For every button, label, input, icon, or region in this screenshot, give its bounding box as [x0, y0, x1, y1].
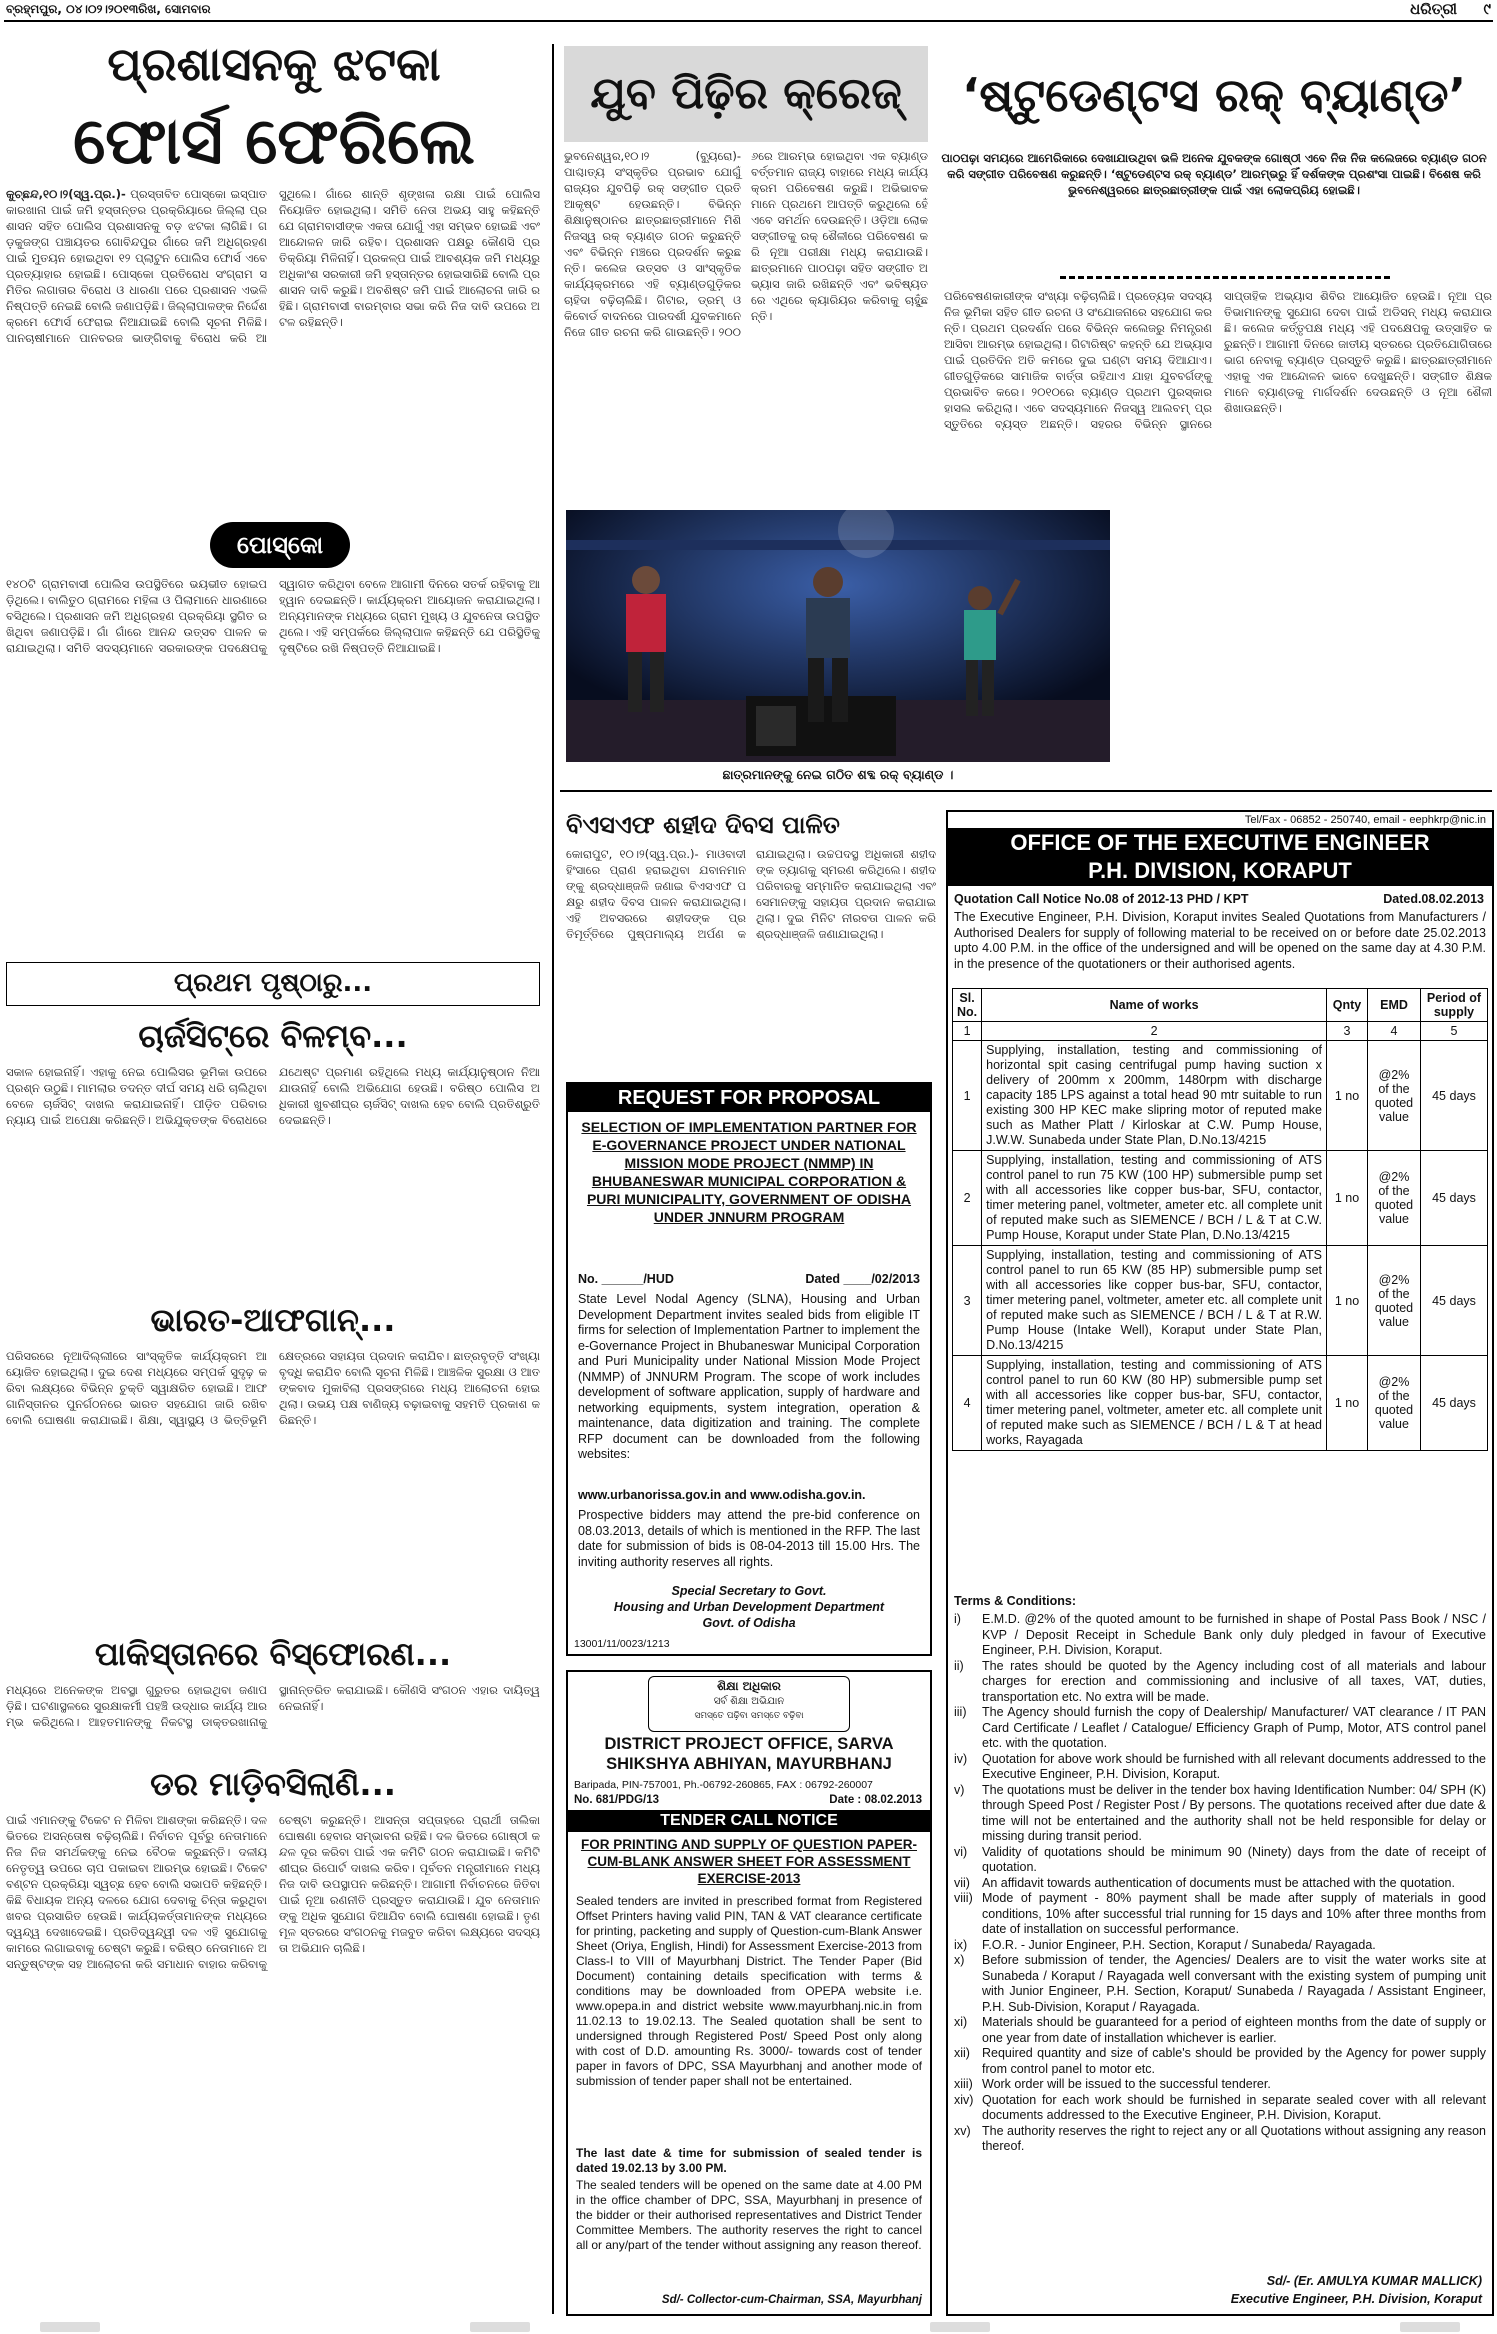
- row-qty: 1 no: [1327, 1246, 1368, 1356]
- rfp-prebid: Prospective bidders may attend the pre-bid conference on 08.03.2013, details of which is mentioned in the RFP. The last date for submission of bids is 08-04-2013 till 15.00 Hrs. The inviting authority reserves all rights.: [578, 1508, 920, 1569]
- ee-term: [954, 1752, 1486, 1783]
- force-headline: ଫୋର୍ସ ଫେରିଲେ: [73, 105, 475, 179]
- ee-term-text: Validity of quotations should be minimum 90 (Ninety) days from the date of receipt of quotation.: [982, 1844, 1486, 1874]
- ssa-logo: [648, 1676, 850, 1732]
- ee-term-num: xv): [954, 2123, 971, 2138]
- ee-colnum: 1: [953, 1022, 982, 1041]
- row-work: Supplying, installation, testing and commissioning of ATS control panel to run 75 KW (100 HP) submersible pump set with all accessories like copper bus-bar, SFU, contactor, timer metering panel, voltmeter, ameter etc. all complete unit of reputed make such as SIEMENCE / BCH / L & T at C.W. Pump House, Koraput under State Plan, D.No.13/4215: [982, 1151, 1327, 1246]
- row-emd: @2% of the quoted value: [1368, 1356, 1421, 1451]
- table-row: [953, 1356, 1488, 1451]
- row-work: Supplying, installation, testing and commissioning of ATS control panel to run 60 KW (80 HP) submersible pump set with all accessories like copper bus-bar, SFU, contactor, timer metering panel, voltmeter, ameter etc. all complete unit of reputed make such as SIEMENCE / BCH / L & T at head works, Rayagada: [982, 1356, 1327, 1451]
- force-dateline: କୁଚ୍ଛନ୍ଦ,୧୦।୨(ସ୍ୱ.ପ୍ର.)-: [6, 187, 126, 201]
- ee-colnum: 2: [982, 1022, 1327, 1041]
- ee-term-text: The rates should be quoted by the Agency including cost of all materials and labour charges for erection and commissioning and inclusive of all taxes, VAT, duties, transportation etc. No extra will be made.: [982, 1658, 1486, 1704]
- ee-term-text: F.O.R. - Junior Engineer, P.H. Section, Koraput / Sunabeda/ Rayagada.: [982, 1937, 1376, 1952]
- row-sl: 3: [953, 1246, 982, 1356]
- ee-term-text: Required quantity and size of cable's should be provided by the Agency for power supply from control panel to motor etc.: [982, 2046, 1486, 2076]
- fp1-head: ଚାର୍ଜସିଟ୍‌ରେ ବିଳମ୍ବ...: [138, 1017, 408, 1055]
- posco-badge-label: ପୋସ୍କୋ: [236, 531, 324, 559]
- ee-colnum: 5: [1421, 1022, 1488, 1041]
- rfp-ref-date: Dated ____/02/2013: [805, 1272, 920, 1286]
- ee-term-num: ii): [954, 1658, 964, 1673]
- ee-sign-2: Executive Engineer, P.H. Division, Koraput: [1230, 2292, 1482, 2306]
- force-kicker: ପ୍ରଶାସନକୁ ଝଟକା: [107, 37, 441, 91]
- ee-term-text: Quotation for above work should be furnished with all relevant documents addressed to the Executive Engineer, P.H. Division, Koraput.: [982, 1751, 1486, 1781]
- ee-th-sl: Sl. No.: [953, 989, 982, 1022]
- scroll-tab-far-right[interactable]: [1400, 2322, 1460, 2332]
- row-emd: @2% of the quoted value: [1368, 1246, 1421, 1356]
- ee-terms-list: [954, 1612, 1486, 2155]
- rfp-ad: [566, 1082, 932, 1656]
- ee-term-text: E.M.D. @2% of the quoted amount to be furnished in shape of Postal Pass Book / NSC / KVP / Deposit Receipt in Schedule Bank only duly pledged in favour of Executive Engineer, P.H. Division, Koraput.: [982, 1612, 1486, 1657]
- ee-term-text: The quotations must be deliver in the tender box having Identification Number: 04/ SPH (K) through Speed Post / Register Post / By persons. The quotations received after due date & time will not be entertained and the authority shall not be held responsible for delay or missing during transit period.: [982, 1782, 1486, 1843]
- ee-term: [954, 2046, 1486, 2077]
- ee-term-text: Work order will be issued to the successful tenderer.: [982, 2077, 1271, 2091]
- ee-term: [954, 1783, 1486, 1845]
- ee-term-num: xii): [954, 2046, 970, 2060]
- row-period: 45 days: [1421, 1356, 1488, 1451]
- rfp-banner: REQUEST FOR PROPOSAL: [568, 1084, 930, 1112]
- ee-sign-1: Sd/- (Er. AMULYA KUMAR MALLICK): [1266, 2274, 1482, 2288]
- ee-term-text: The Agency should furnish the copy of Dealership/ Manufacturer/ VAT clearance / IT PAN Card Certificate / Leaflet / Catalogue/ Efficiency Graph of Pump, Motor, ATS control panel etc. with the quotation.: [982, 1705, 1486, 1750]
- scroll-tab-left[interactable]: [40, 2322, 100, 2332]
- row-emd: @2% of the quoted value: [1368, 1151, 1421, 1246]
- row-qty: 1 no: [1327, 1356, 1368, 1451]
- fp2-head: ଭାରତ-ଆଫଗାନ୍...: [150, 1301, 396, 1339]
- masthead: [0, 0, 1497, 20]
- ssa-title: DISTRICT PROJECT OFFICE, SARVA SHIKSHYA ABHIYAN, MAYURBHANJ: [604, 1735, 894, 1773]
- band-dashed-rule: [1060, 276, 1390, 279]
- ee-term: [954, 2015, 1486, 2046]
- ee-term: [954, 1876, 1486, 1892]
- ee-term-num: iv): [954, 1751, 968, 1766]
- bsf-body: କୋରାପୁଟ, ୧୦।୨(ସ୍ୱ.ପ୍ର.)- ମାଓବାଦୀ ହିଂସାରେ ପ୍ରାଣ ହରାଇଥିବା ଯବାନମାନଙ୍କୁ ଶ୍ରଦ୍ଧାଞ୍ଜଳି ଜଣାଇ ବିଏସଏଫ ପକ୍ଷରୁ ଶହୀଦ ଦିବସ ପାଳନ କରାଯାଇଥିଲା। ଏହି ଅବସରରେ ଶହୀଦଙ୍କ ପ୍ରତିମୂର୍ତ୍ତିରେ ପୁଷ୍ପମାଲ୍ୟ ଅର୍ପଣ କରାଯାଇଥିଲା। ଉଚ୍ଚପଦସ୍ଥ ଅଧିକାରୀ ଶହୀଦଙ୍କ ତ୍ୟାଗକୁ ସ୍ମରଣ କରିଥିଲେ। ଶହୀଦ ପରିବାରକୁ ସମ୍ମାନିତ କରାଯାଇଥିଲା ଏବଂ ସେମାନଙ୍କୁ ସହାୟତା ପ୍ରଦାନ କରାଯାଇଥିଲା। ଦୁଇ ମିନିଟ ନୀରବତା ପାଳନ କରି ଶ୍ରଦ୍ଧାଞ୍ଜଳି ଜଣାଯାଇଥିଲା।: [566, 847, 936, 941]
- ssa-banner: TENDER CALL NOTICE: [568, 1810, 930, 1832]
- ee-table-colnums: [953, 1022, 1488, 1041]
- ee-term: [954, 1953, 1486, 2015]
- ee-term-text: Quotation for each work should be furnished in separate sealed cover with all relevant documents addressed to the Executive Engineer, P.H. Division, Koraput.: [982, 2092, 1486, 2122]
- row-emd: @2% of the quoted value: [1368, 1041, 1421, 1151]
- force-text: ପ୍ରସ୍ତାବିତ ପୋସ୍କୋ ଇସ୍ପାତ କାରଖାନା ପାଇଁ ଜମି ହସ୍ତାନ୍ତର ପ୍ରକ୍ରିୟାରେ ଜିଲ୍ଲା ପ୍ରଶାସନ ସହିତ ପୋଲିସ ପ୍ରଶାସନକୁ ବଡ଼ ଝଟକା ଲାଗିଛି। ଗଡ଼କୁଜଙ୍ଗ ପଞ୍ଚାୟତର ଗୋବିନ୍ଦପୁର ଗାଁରେ ଜମି ଅଧିଗ୍ରହଣ ପାଇଁ ମୁତୟନ ହୋଇଥିବା ୧୨ ପ୍ଲାଟୁନ ପୋଲିସ ଫୋର୍ସ ଏବେ ପ୍ରତ୍ୟାହାର ହୋଇଛି। ପୋସ୍କୋ ପ୍ରତିରୋଧ ସଂଗ୍ରାମ ସମିତିର ଲଗାତାର ବିରୋଧ ଓ ଧାରଣା ପରେ ପ୍ରଶାସନ ଏଭଳି ନିଷ୍ପତ୍ତି ନେଇଛି ବୋଲି ଜଣାପଡ଼ିଛି। ଜିଲ୍ଲାପାଳଙ୍କ ନିର୍ଦ୍ଦେଶ କ୍ରମେ ଫୋର୍ସ ଫେରାଇ ନିଆଯାଇଛି ବୋଲି ସୂଚନା ମିଳିଛି। ପାନଚାଷୀମାନେ ପାନବରଜ ଭାଙ୍ଗିବାକୁ ବିରୋଧ କରି ଆସୁଥିଲେ। ଗାଁରେ ଶାନ୍ତି ଶୃଙ୍ଖଳା ରକ୍ଷା ପାଇଁ ପୋଲିସ ନିୟୋଜିତ ହୋଇଥିଲା। ସମିତି ନେତା ଅଭୟ ସାହୁ କହିଛନ୍ତି ଯେ ଗ୍ରାମବାସୀଙ୍କ ଏକତା ଯୋଗୁଁ ଏହା ସମ୍ଭବ ହୋଇଛି ଏବଂ ଆନ୍ଦୋଳନ ଜାରି ରହିବ। ପ୍ରଶାସନ ପକ୍ଷରୁ କୌଣସି ପ୍ରତିକ୍ରିୟା ମିଳିନାହିଁ। ପ୍ରକଳ୍ପ ପାଇଁ ଆବଶ୍ୟକ ଜମି ମଧ୍ୟରୁ ଅଧିକାଂଶ ସରକାରୀ ଜମି ହସ୍ତାନ୍ତର ହୋଇସାରିଛି ବୋଲି ପ୍ରଶାସନ ଦାବି କରୁଛି। ଅବଶିଷ୍ଟ ଜମି ପାଇଁ ଆଲୋଚନା ଜାରି ରହିଛି। ଗ୍ରାମବାସୀ ବାରମ୍ବାର ସଭା କରି ନିଜ ଦାବି ଉପରେ ଅଟଳ ରହିଛନ୍ତି।: [6, 187, 540, 345]
- ssa-address: Baripada, PIN-757001, Ph.-06792-260865, FAX : 06792-260007: [574, 1779, 873, 1791]
- ssa-logo-tag: ସମସ୍ତେ ପଢ଼ିବା ସମସ୍ତେ ବଢ଼ିବା: [694, 1711, 804, 1721]
- ee-term-num: viii): [954, 1891, 973, 1905]
- rfp-sign-3: Govt. of Odisha: [702, 1616, 796, 1630]
- row-work: Supplying, installation, testing and commissioning of ATS control panel to run 65 KW (85 HP) submersible pump set with all accessories like copper bus-bar, SFU, contactor, timer metering panel, voltmeter, ameter etc. all complete unit of reputed make such as SIEMENCE / BCH / L & T at R.W. Pump House (Intake Well), Koraput under State Plan, D.No.13/4215: [982, 1246, 1327, 1356]
- ee-term-num: vii): [954, 1875, 970, 1890]
- fp4-body: ପାଇଁ ଏମାନଙ୍କୁ ଟିକେଟ ନ ମିଳିବା ଆଶଙ୍କା କରିଛନ୍ତି। ଦଳ ଭିତରେ ଅସନ୍ତୋଷ ବଢ଼ିଚାଲିଛି। ନିର୍ବାଚନ ପୂର୍ବରୁ ନେତାମାନେ ନିଜ ନିଜ ସମର୍ଥକଙ୍କୁ ନେଇ ବୈଠକ କରୁଛନ୍ତି। ଦଳୀୟ ନେତୃତ୍ୱ ଉପରେ ଚାପ ପକାଇବା ଆରମ୍ଭ ହୋଇଛି। ଟିକେଟ ବଣ୍ଟନ ପ୍ରକ୍ରିୟା ସ୍ୱଚ୍ଛ ହେବ ବୋଲି ସଭାପତି କହିଛନ୍ତି। କିଛି ବିଧାୟକ ଅନ୍ୟ ଦଳରେ ଯୋଗ ଦେବାକୁ ଚିନ୍ତା କରୁଥିବା ଖବର ପ୍ରସାରିତ ହେଉଛି। କାର୍ଯ୍ୟକର୍ତ୍ତାମାନଙ୍କ ମଧ୍ୟରେ ଦ୍ୱନ୍ଦ୍ୱ ଦେଖାଦେଇଛି। ପ୍ରତିଦ୍ୱନ୍ଦ୍ୱୀ ଦଳ ଏହି ସୁଯୋଗକୁ କାମରେ ଲଗାଇବାକୁ ଚେଷ୍ଟା କରୁଛି। ବରିଷ୍ଠ ନେତାମାନେ ଅସନ୍ତୁଷ୍ଟଙ୍କ ସହ ଆଲୋଚନା କରି ସମାଧାନ ବାହାର କରିବାକୁ ଚେଷ୍ଟା କରୁଛନ୍ତି। ଆସନ୍ତା ସପ୍ତାହରେ ପ୍ରାର୍ଥୀ ତାଲିକା ଘୋଷଣା ହେବାର ସମ୍ଭାବନା ରହିଛି। ଦଳ ଭିତରେ ଗୋଷ୍ଠୀ କନ୍ଦଳ ଦୂର କରିବା ପାଇଁ ଏକ କମିଟି ଗଠନ କରାଯାଇଛି। କମିଟି ଶୀଘ୍ର ରିପୋର୍ଟ ଦାଖଲ କରିବ। ପୂର୍ବତନ ମନ୍ତ୍ରୀମାନେ ମଧ୍ୟ ନିଜ ଦାବି ଉପସ୍ଥାପନ କରିଛନ୍ତି। ଆଗାମୀ ନିର୍ବାଚନରେ ଜିତିବା ପାଇଁ ନୂଆ ରଣନୀତି ପ୍ରସ୍ତୁତ କରାଯାଉଛି। ଯୁବ ନେତାମାନଙ୍କୁ ଅଧିକ ସୁଯୋଗ ଦିଆଯିବ ବୋଲି ଘୋଷଣା ହୋଇଛି। ତୃଣମୂଳ ସ୍ତରରେ ସଂଗଠନକୁ ମଜବୁତ କରିବା ଲକ୍ଷ୍ୟରେ ସଦସ୍ୟତା ଅଭିଯାନ ଚାଲିଛି।: [6, 1813, 540, 1971]
- bsf-headline: ବିଏସଏଫ ଶହୀଦ ଦିବସ ପାଳିତ: [566, 811, 840, 839]
- table-row: [953, 1151, 1488, 1246]
- youth-headline-box: [564, 46, 928, 142]
- masthead-rule: [4, 20, 1493, 22]
- scroll-tab-center[interactable]: [470, 2322, 530, 2332]
- youth-headline: ଯୁବ ପିଢ଼ିର କ୍ରେଜ୍: [590, 68, 902, 119]
- posco-badge: [210, 522, 350, 568]
- ee-term-num: xi): [954, 2015, 968, 2029]
- row-sl: 1: [953, 1041, 982, 1151]
- ee-term-num: v): [954, 1782, 965, 1797]
- from-page-one-label: [6, 962, 540, 1006]
- ee-term: [954, 2124, 1486, 2155]
- ee-term-num: xiii): [954, 2077, 973, 2091]
- from-page-one-text: ପ୍ରଥମ ପୃଷ୍ଠାରୁ...: [173, 968, 373, 998]
- band-body: ପରିବେଷଣକାରୀଙ୍କ ସଂଖ୍ୟା ବଢ଼ିଚାଲିଛି। ପ୍ରତ୍ୟେକ ସଦସ୍ୟ ନିଜ ଭୂମିକା ସହିତ ଗୀତ ରଚନା ଓ ସଂଯୋଜନାରେ ସହଯୋଗ କରନ୍ତି। ପ୍ରଥମ ପ୍ରଦର୍ଶନ ପରେ ବିଭିନ୍ନ କଲେଜରୁ ନିମନ୍ତ୍ରଣ ଆସିବା ଆରମ୍ଭ ହୋଇଥିଲା। ଗିଟାରିଷ୍ଟ କହନ୍ତି ଯେ ଅଭ୍ୟାସ ପାଇଁ ପ୍ରତିଦିନ ଅତି କମରେ ଦୁଇ ଘଣ୍ଟା ସମୟ ଦିଆଯାଏ। ଗୀତଗୁଡ଼ିକରେ ସାମାଜିକ ବାର୍ତ୍ତା ରହିଥାଏ ଯାହା ଯୁବବର୍ଗଙ୍କୁ ପ୍ରଭାବିତ କରେ। ୨୦୧୦ରେ ବ୍ୟାଣ୍ଡ ପ୍ରଥମ ପୁରସ୍କାର ହାସଲ କରିଥିଲା। ଏବେ ସଦସ୍ୟମାନେ ନିଜସ୍ୱ ଆଲବମ୍ ପ୍ରସ୍ତୁତିରେ ବ୍ୟସ୍ତ ଅଛନ୍ତି। ସହରର ବିଭିନ୍ନ ସ୍ଥାନରେ ସାପ୍ତାହିକ ଅଭ୍ୟାସ ଶିବିର ଆୟୋଜିତ ହେଉଛି। ନୂଆ ପ୍ରତିଭାମାନଙ୍କୁ ସୁଯୋଗ ଦେବା ପାଇଁ ଅଡିସନ୍ ମଧ୍ୟ କରାଯାଉଛି। କଲେଜ କର୍ତ୍ତୃପକ୍ଷ ମଧ୍ୟ ଏହି ପଦକ୍ଷେପକୁ ଉତ୍ସାହିତ କରୁଛନ୍ତି। ଆଗାମୀ ଦିନରେ ଜାତୀୟ ସ୍ତରରେ ପ୍ରତିଯୋଗିତାରେ ଭାଗ ନେବାକୁ ବ୍ୟାଣ୍ଡ ପ୍ରସ୍ତୁତି କରୁଛି। ଛାତ୍ରଛାତ୍ରୀମାନେ ଏହାକୁ ଏକ ଆନ୍ଦୋଳନ ଭାବେ ଦେଖୁଛନ୍ତି। ସଙ୍ଗୀତ ଶିକ୍ଷକମାନେ ବ୍ୟାଣ୍ଡକୁ ମାର୍ଗଦର୍ଶନ ଦେଉଛନ୍ତି ଓ ନୂଆ ଶୈଳୀ ଶିଖାଉଛନ୍ତି।: [944, 289, 1492, 431]
- dateline: ବ୍ରହ୍ମପୁର, ୦୪।୦୨।୨୦୧୩ରିଖ, ସୋମବାର: [6, 2, 211, 16]
- ee-term: [954, 1705, 1486, 1752]
- ee-term: [954, 1612, 1486, 1659]
- ee-title-2: P.H. DIVISION, KORAPUT: [1088, 858, 1352, 883]
- fp2-body: ପରିସରରେ ନୂଆଦିଲ୍ଲୀରେ ସାଂସ୍କୃତିକ କାର୍ଯ୍ୟକ୍ରମ ଆୟୋଜିତ ହୋଇଥିଲା। ଦୁଇ ଦେଶ ମଧ୍ୟରେ ସମ୍ପର୍କ ସୁଦୃଢ଼ କରିବା ଲକ୍ଷ୍ୟରେ ବିଭିନ୍ନ ଚୁକ୍ତି ସ୍ୱାକ୍ଷରିତ ହୋଇଛି। ଆଫଗାନିସ୍ତାନର ପୁନର୍ଗଠନରେ ଭାରତ ସହଯୋଗ ଜାରି ରଖିବ ବୋଲି ଘୋଷଣା କରାଯାଇଛି। ଶିକ୍ଷା, ସ୍ୱାସ୍ଥ୍ୟ ଓ ଭିତ୍ତିଭୂମି କ୍ଷେତ୍ରରେ ସହାୟତା ପ୍ରଦାନ କରାଯିବ। ଛାତ୍ରବୃତ୍ତି ସଂଖ୍ୟା ବୃଦ୍ଧି କରାଯିବ ବୋଲି ସୂଚନା ମିଳିଛି। ଆଞ୍ଚଳିକ ସୁରକ୍ଷା ଓ ଆତଙ୍କବାଦ ମୁକାବିଲା ପ୍ରସଙ୍ଗରେ ମଧ୍ୟ ଆଲୋଚନା ହୋଇଥିଲା। ଉଭୟ ପକ୍ଷ ବାଣିଜ୍ୟ ବଢ଼ାଇବାକୁ ସହମତି ପ୍ରକାଶ କରିଛନ୍ତି।: [6, 1349, 540, 1427]
- ee-term-num: xiv): [954, 2092, 974, 2107]
- rfp-sign-2: Housing and Urban Development Department: [613, 1600, 885, 1614]
- row-qty: 1 no: [1327, 1151, 1368, 1246]
- mid-divider: [560, 790, 1492, 792]
- youth-body: ଭୁବନେଶ୍ୱର,୧୦।୨ (ବ୍ୟୁରୋ)- ପାଶ୍ଚାତ୍ୟ ସଂସ୍କୃତିର ପ୍ରଭାବ ଯୋଗୁଁ ରାଜ୍ୟର ଯୁବପିଢ଼ି ରକ୍ ସଙ୍ଗୀତ ପ୍ରତି ଆକୃଷ୍ଟ ହେଉଛନ୍ତି। ବିଭିନ୍ନ ଶିକ୍ଷାନୁଷ୍ଠାନର ଛାତ୍ରଛାତ୍ରୀମାନେ ମିଶି ନିଜସ୍ୱ ରକ୍ ବ୍ୟାଣ୍ଡ ଗଠନ କରୁଛନ୍ତି ଏବଂ ବିଭିନ୍ନ ମଞ୍ଚରେ ପ୍ରଦର୍ଶନ କରୁଛନ୍ତି। କଲେଜ ଉତ୍ସବ ଓ ସାଂସ୍କୃତିକ କାର୍ଯ୍ୟକ୍ରମରେ ଏହି ବ୍ୟାଣ୍ଡଗୁଡ଼ିକର ଚାହିଦା ବଢ଼ିଚାଲିଛି। ଗିଟାର, ଡ୍ରମ୍ ଓ କିବୋର୍ଡ ବାଦନରେ ପାରଦର୍ଶୀ ଯୁବକମାନେ ନିଜେ ଗୀତ ରଚନା କରି ଗାଉଛନ୍ତି। ୨୦୦୬ରେ ଆରମ୍ଭ ହୋଇଥିବା ଏକ ବ୍ୟାଣ୍ଡ ବର୍ତ୍ତମାନ ରାଜ୍ୟ ବାହାରେ ମଧ୍ୟ କାର୍ଯ୍ୟକ୍ରମ ପରିବେଷଣ କରୁଛି। ଅଭିଭାବକମାନେ ପ୍ରଥମେ ଆପତ୍ତି କରୁଥିଲେ ହେଁ ଏବେ ସମର୍ଥନ ଦେଉଛନ୍ତି। ଓଡ଼ିଆ ଲୋକସଙ୍ଗୀତକୁ ରକ୍ ଶୈଳୀରେ ପରିବେଷଣ କରି ନୂଆ ପରୀକ୍ଷା ମଧ୍ୟ କରାଯାଉଛି। ଛାତ୍ରମାନେ ପାଠପଢ଼ା ସହିତ ସଙ୍ଗୀତ ଅଭ୍ୟାସ ଜାରି ରଖିଛନ୍ତି ଏବଂ ଭବିଷ୍ୟତରେ ଏଥିରେ କ୍ୟାରିୟର କରିବାକୁ ଚାହୁଁଛନ୍ତି।: [564, 149, 928, 339]
- ee-term-num: x): [954, 1953, 965, 1967]
- force-body: [6, 186, 540, 548]
- ee-term-text: The authority reserves the right to reject any or all Quotations without assigning any reason thereof.: [982, 2123, 1486, 2153]
- ee-term-text: Materials should be guaranteed for a period of eighteen months from the date of supply or one year from date of installation whichever is earlier.: [982, 2015, 1486, 2045]
- brand: ଧରିତ୍ରୀ: [1410, 0, 1457, 18]
- table-row: [953, 1041, 1488, 1151]
- ee-notice-no: Quotation Call Notice No.08 of 2012-13 PHD / KPT: [954, 892, 1249, 906]
- ee-term-num: vi): [954, 1844, 968, 1859]
- ee-ad: [946, 810, 1494, 2316]
- band-headline: ‘ଷ୍ଟୁଡେଣ୍ଟସ ରକ୍ ବ୍ୟାଣ୍ଡ’: [961, 68, 1467, 122]
- fp1-body: ସକାଳ ହୋଇନାହିଁ। ଏହାକୁ ନେଇ ପୋଲିସର ଭୂମିକା ଉପରେ ପ୍ରଶ୍ନ ଉଠୁଛି। ମାମଲାର ତଦନ୍ତ ଦୀର୍ଘ ସମୟ ଧରି ଚାଲିଥିବା ବେଳେ ଚାର୍ଜସିଟ୍ ଦାଖଲ କରାଯାଇନାହିଁ। ପୀଡ଼ିତ ପରିବାର ନ୍ୟାୟ ପାଇଁ ଅପେକ୍ଷା କରିଛନ୍ତି। ଅଭିଯୁକ୍ତଙ୍କ ବିରୋଧରେ ଯଥେଷ୍ଟ ପ୍ରମାଣ ରହିଥିଲେ ମଧ୍ୟ କାର୍ଯ୍ୟାନୁଷ୍ଠାନ ନିଆଯାଉନାହିଁ ବୋଲି ଅଭିଯୋଗ ହେଉଛି। ବରିଷ୍ଠ ପୋଲିସ ଅଧିକାରୀ ଖୁବଶୀଘ୍ର ଚାର୍ଜସିଟ୍ ଦାଖଲ ହେବ ବୋଲି ପ୍ରତିଶ୍ରୁତି ଦେଇଛନ୍ତି।: [6, 1065, 540, 1127]
- ee-colnum: 4: [1368, 1022, 1421, 1041]
- ee-contact: Tel/Fax - 06852 - 250740, email - eephkrp@nic.in: [1244, 814, 1486, 826]
- row-sl: 4: [953, 1356, 982, 1451]
- ee-colnum: 3: [1327, 1022, 1368, 1041]
- ee-term-num: ix): [954, 1937, 968, 1952]
- band-photo-illustration: [566, 510, 1110, 762]
- ee-term-num: iii): [954, 1705, 967, 1719]
- ee-notice-date: Dated.08.02.2013: [1383, 892, 1484, 906]
- table-row: [953, 1246, 1488, 1356]
- ee-term: [954, 1938, 1486, 1954]
- ssa-body: Sealed tenders are invited in prescribed format from Registered Offset Printers having valid PIN, TAN & VAT clearance certificate for printing, packeting and supply of Question-cum-Blank Answer Sheet (Oriya, English, Hindi) for Assessment Exercise-2013 from Class-I to VIII of Mayurbhanj District. The Tender Paper (Bid Document) containing details specification with terms & conditions may be downloaded from OPEPA website i.e. www.opepa.in and district website www.mayurbhanj.nic.in from 11.02.13 to 19.02.13. The Sealed quotation shall be sent to undersigned through Registered Post/ Speed Post only along with cost of D.D. amounting Rs. 3000/- towards cost of tender paper in favors of DPC, SSA Mayurbhanj and another mode of submission of tender paper shall not be entertained.: [576, 1894, 922, 2088]
- rfp-code: 13001/11/0023/1213: [574, 1638, 670, 1650]
- ee-title-1: OFFICE OF THE EXECUTIVE ENGINEER: [1010, 830, 1430, 855]
- scroll-tab-right[interactable]: [930, 2322, 990, 2332]
- force-body-2: ୧୪୦ଟି ଗ୍ରାମବାସୀ ପୋଲିସ ଉପସ୍ଥିତିରେ ଭୟଭୀତ ହୋଇପଡ଼ିଥିଲେ। ବାଲିତୁଠ ଗ୍ରାମରେ ମହିଳା ଓ ପିଲାମାନେ ଧାରଣାରେ ବସିଥିଲେ। ପ୍ରଶାସନ ଜମି ଅଧିଗ୍ରହଣ ପ୍ରକ୍ରିୟା ସ୍ଥଗିତ ରଖିଥିବା ଜଣାପଡ଼ିଛି। ଗାଁ ଗାଁରେ ଆନନ୍ଦ ଉତ୍ସବ ପାଳନ କରାଯାଇଥିଲା। ସମିତି ସଦସ୍ୟମାନେ ସରକାରଙ୍କ ପଦକ୍ଷେପକୁ ସ୍ୱାଗତ କରିଥିବା ବେଳେ ଆଗାମୀ ଦିନରେ ସତର୍କ ରହିବାକୁ ଆହ୍ୱାନ ଦେଇଛନ୍ତି। କାର୍ଯ୍ୟକ୍ରମ ଆୟୋଜନ କରାଯାଇଥିଲା। ଅନ୍ୟମାନଙ୍କ ମଧ୍ୟରେ ଗ୍ରାମ ମୁଖ୍ୟ ଓ ଯୁବନେତା ଉପସ୍ଥିତ ଥିଲେ। ଏହି ସମ୍ପର୍କରେ ଜିଲ୍ଲାପାଳ କହିଛନ୍ତି ଯେ ପରିସ୍ଥିତିକୁ ଦୃଷ୍ଟିରେ ରଖି ନିଷ୍ପତ୍ତି ନିଆଯାଇଛି।: [6, 577, 540, 655]
- ssa-sign: Sd/- Collector-cum-Chairman, SSA, Mayurbhanj: [661, 2294, 922, 2306]
- page-number: ୯: [1483, 0, 1491, 18]
- ssa-logo-sub: ସର୍ବ ଶିକ୍ଷା ଅଭିଯାନ: [713, 1696, 785, 1707]
- ssa-ad: [566, 1670, 932, 2316]
- row-period: 45 days: [1421, 1246, 1488, 1356]
- ssa-subject: FOR PRINTING AND SUPPLY OF QUESTION PAPER-CUM-BLANK ANSWER SHEET FOR ASSESSMENT EXERCISE-2013: [580, 1837, 918, 1886]
- ee-term: [954, 1891, 1486, 1938]
- ee-th-qty: Qnty: [1327, 989, 1368, 1022]
- ee-title-block: [948, 828, 1492, 886]
- ssa-logo-title: ଶିକ୍ଷା ଅଧିକାର: [717, 1679, 781, 1693]
- ee-term-text: Mode of payment - 80% payment shall be made after supply of materials in good conditions, 10% after successful trial running for 15 days and 10% after three months from date of installation on successful performance.: [982, 1891, 1486, 1936]
- ee-term-text: Before submission of tender, the Agencies/ Dealers are to visit the water works site at Sunabeda / Koraput / Rayagada well conversant with the existing system of pumping unit with Junior Engineer, P.H. Section, Koraput/ Sunabeda / Rayagada / Assistant Engineer, P.H. Sub-Division, Koraput / Rayagada.: [982, 1953, 1486, 2014]
- ee-works-table: [952, 988, 1488, 1451]
- ssa-date: Date : 08.02.2013: [829, 1794, 922, 1806]
- fp3-head: ପାକିସ୍ତାନରେ ବିସ୍ଫୋରଣ...: [94, 1635, 452, 1673]
- ee-term: [954, 1659, 1486, 1706]
- rfp-body: State Level Nodal Agency (SLNA), Housing and Urban Development Department invites sealed bids from eligible IT firms for selection of Implementation Partner to implement the e-Governance Project in Bhubaneswar Municipal Corporation and Puri Municipality under National Mission Mode Project (NMMP) of JNNURM Program. The scope of work includes development of software application, supply of hardware and networking equipments, system integration, operation & maintenance, data digitization and training. The complete RFP document can be downloaded from the following websites:: [578, 1292, 920, 1461]
- ee-term: [954, 2077, 1486, 2093]
- ee-term: [954, 2093, 1486, 2124]
- column-divider: [552, 44, 554, 2314]
- row-work: Supplying, installation, testing and commissioning of horizontal spit casing centrifugal pump having suction x delivery of 200mm x 200mm, 1480rpm with discharge capacity 185 LPS against a total head 90 mtr suitable to run existing 300 HP KEC make slipring motor of reputed make such as Mather Platt / Kirloskar at C.W. Pump House, J.W.W. Sunabeda under State Plan, D.No.13/4215: [982, 1041, 1327, 1151]
- rfp-ref-no: No. ______/HUD: [578, 1272, 674, 1286]
- ee-works-table-wrap: [952, 988, 1488, 1451]
- band-photo: [566, 510, 1110, 762]
- fp3-body: ମଧ୍ୟରେ ଅନେକଙ୍କ ଅବସ୍ଥା ଗୁରୁତର ହୋଇଥିବା ଜଣାପଡ଼ିଛି। ଘଟଣାସ୍ଥଳରେ ସୁରକ୍ଷାକର୍ମୀ ପହଞ୍ଚି ଉଦ୍ଧାର କାର୍ଯ୍ୟ ଆରମ୍ଭ କରିଥିଲେ। ଆହତମାନଙ୍କୁ ନିକଟସ୍ଥ ଡାକ୍ତରଖାନାକୁ ସ୍ଥାନାନ୍ତରିତ କରାଯାଇଛି। କୌଣସି ସଂଗଠନ ଏହାର ଦାୟିତ୍ୱ ନେଇନାହିଁ।: [6, 1683, 540, 1729]
- ssa-deadline: The last date & time for submission of sealed tender is dated 19.02.13 by 3.00 PM.: [576, 2146, 922, 2175]
- rfp-subject: SELECTION OF IMPLEMENTATION PARTNER FOR E-GOVERNANCE PROJECT UNDER NATIONAL MISSION MODE PROJECT (NMMP) IN BHUBANESWAR MUNICIPAL CORPORATION & PURI MUNICIPALITY, GOVERNMENT OF ODISHA UNDER JNNURM PROGRAM: [581, 1119, 917, 1225]
- ee-terms-title: Terms & Conditions:: [954, 1594, 1076, 1608]
- ee-term-num: i): [954, 1612, 961, 1626]
- band-photo-caption: ଛାତ୍ରମାନଙ୍କୁ ନେଇ ଗଠିତ ଶବ୍ଦ ରକ୍ ବ୍ୟାଣ୍ଡ ।: [722, 767, 954, 782]
- ee-th-work: Name of works: [982, 989, 1327, 1022]
- row-sl: 2: [953, 1151, 982, 1246]
- row-period: 45 days: [1421, 1041, 1488, 1151]
- band-intro: ପାଠପଢ଼ା ସମୟରେ ଆମେରିକାରେ ଦେଖାଯାଉଥିବା ଭଳି ଅନେକ ଯୁବକଙ୍କ ଗୋଷ୍ଠୀ ଏବେ ନିଜ ନିଜ କଲେଜରେ ବ୍ୟାଣ୍ଡ ଗଠନ କରି ସଙ୍ଗୀତ ପରିବେଷଣ କରୁଛନ୍ତି। ‘ଷ୍ଟୁଡେଣ୍ଟସ ରକ୍ ବ୍ୟାଣ୍ଡ’ ଆରମ୍ଭରୁ ହିଁ ଦର୍ଶକଙ୍କ ପ୍ରଶଂସା ପାଇଛି। ବିଶେଷ କରି ଭୁବନେଶ୍ୱରରେ ଛାତ୍ରଛାତ୍ରୀଙ୍କ ପାଇଁ ଏହା ଲୋକପ୍ରିୟ ହୋଇଛି।: [941, 151, 1487, 197]
- row-period: 45 days: [1421, 1151, 1488, 1246]
- ee-table-header: [953, 989, 1488, 1022]
- row-qty: 1 no: [1327, 1041, 1368, 1151]
- ee-th-period: Period of supply: [1421, 989, 1488, 1022]
- rfp-websites: www.urbanorissa.gov.in and www.odisha.gov.in.: [578, 1488, 866, 1502]
- ssa-body-2: The sealed tenders will be opened on the same date at 4.00 PM in the office chamber of DPC, SSA, Mayurbhanj in presence of the bidder or their authorised representatives and District Tender Committee Members. The authority reserves the right to cancel all or any/part of the tender without assigning any reason thereof.: [576, 2178, 922, 2252]
- ee-intro: The Executive Engineer, P.H. Division, Koraput invites Sealed Quotations from Manufacturers / Authorised Dealers for supply of following material to be received on or before date 25.02.2013 upto 4.00 P.M. in the office of the undersigned and will be opened on the same day at 4.30 P.M. in the presence of the quotationers or their authorised agents.: [954, 910, 1486, 971]
- fp4-head: ଡର ମାଡ଼ିବସିଲାଣି...: [150, 1765, 396, 1803]
- ee-term: [954, 1845, 1486, 1876]
- ssa-no: No. 681/PDG/13: [574, 1794, 660, 1806]
- ee-term-text: An affidavit towards authentication of documents must be attached with the quotation.: [982, 1875, 1455, 1890]
- ee-th-emd: EMD: [1368, 989, 1421, 1022]
- rfp-sign-1: Special Secretary to Govt.: [671, 1584, 827, 1598]
